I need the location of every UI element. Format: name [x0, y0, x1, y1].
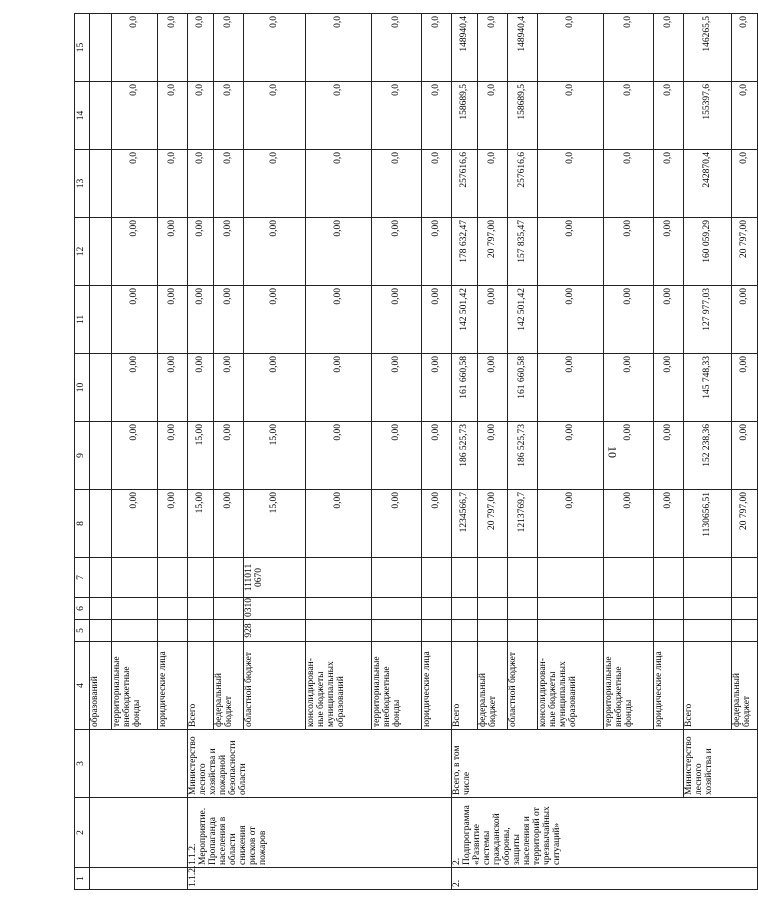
table-row — [684, 14, 732, 890]
value-cell: 0,00 — [604, 422, 654, 490]
value-cell: 0,00 — [214, 490, 244, 558]
cell-col7 — [306, 558, 372, 598]
value-cell: 0,0 — [372, 82, 422, 150]
cell-col5 — [732, 620, 758, 642]
column-number: 3 — [75, 730, 90, 798]
value-cell: 0,0 — [244, 82, 306, 150]
cell-col1: 2. — [452, 868, 758, 890]
value-cell: 0,00 — [538, 218, 604, 286]
value-cell: 0,00 — [604, 490, 654, 558]
cell-col7 — [372, 558, 422, 598]
cell-col6: 0310 — [244, 598, 306, 620]
value-cell: 0,00 — [478, 286, 508, 354]
cell-col2 — [90, 798, 188, 868]
value-cell: 0,0 — [214, 14, 244, 82]
value-cell: 0,0 — [732, 150, 758, 218]
cell-col7: 111011 0670 — [244, 558, 306, 598]
cell-col1 — [90, 868, 188, 890]
value-cell: 0,00 — [112, 490, 158, 558]
cell-col7 — [684, 558, 732, 598]
value-cell: 142 501,42 — [508, 286, 538, 354]
value-cell: 0,00 — [244, 354, 306, 422]
value-cell: 0,0 — [732, 14, 758, 82]
value-cell: 0,00 — [372, 286, 422, 354]
value-cell: 0,00 — [538, 354, 604, 422]
value-cell: 0,0 — [604, 14, 654, 82]
cell-col6 — [684, 598, 732, 620]
cell-col6 — [508, 598, 538, 620]
value-cell: 0,0 — [214, 150, 244, 218]
value-cell: 0,00 — [422, 354, 452, 422]
value-cell: 0,0 — [604, 82, 654, 150]
value-cell: 0,0 — [372, 150, 422, 218]
value-cell: 0,0 — [538, 82, 604, 150]
cell-col5 — [112, 620, 158, 642]
cell-col6 — [112, 598, 158, 620]
value-cell: 1213769,7 — [508, 490, 538, 558]
cell-col5 — [90, 620, 112, 642]
value-cell: 0,00 — [306, 218, 372, 286]
table-row — [188, 14, 214, 890]
cell-col7 — [654, 558, 684, 598]
cell-col4: федеральный бюджет — [732, 642, 758, 730]
value-cell: 0,00 — [244, 218, 306, 286]
value-cell: 0,00 — [732, 422, 758, 490]
value-cell: 160 059,29 — [684, 218, 732, 286]
value-cell: 161 660,58 — [508, 354, 538, 422]
cell-col4: территориальные внебюджетные фонды — [372, 642, 422, 730]
value-cell: 0,00 — [604, 354, 654, 422]
value-cell: 0,0 — [306, 82, 372, 150]
budget-table — [74, 13, 758, 890]
cell-col7 — [422, 558, 452, 598]
cell-col4: консолидирован-ные бюджеты муниципальных образований — [306, 642, 372, 730]
value-cell: 0,00 — [214, 286, 244, 354]
cell-col7 — [732, 558, 758, 598]
value-cell: 0,0 — [306, 150, 372, 218]
cell-col5 — [452, 620, 478, 642]
value-cell: 257616,6 — [452, 150, 478, 218]
value-cell: 0,00 — [478, 422, 508, 490]
cell-col1: 1.1.2. — [188, 868, 452, 890]
value-cell: 0,0 — [654, 82, 684, 150]
value-cell: 0,0 — [158, 150, 188, 218]
cell-col5 — [684, 620, 732, 642]
column-number: 5 — [75, 620, 90, 642]
cell-col3: Всего, в том числе — [452, 730, 684, 798]
value-cell: 20 797,00 — [732, 218, 758, 286]
value-cell: 0,00 — [422, 286, 452, 354]
value-cell: 152 238,36 — [684, 422, 732, 490]
budget-table-sheet — [74, 15, 752, 890]
value-cell: 0,0 — [214, 82, 244, 150]
column-number: 8 — [75, 490, 90, 558]
value-cell: 0,00 — [372, 218, 422, 286]
cell-col4: Всего — [452, 642, 478, 730]
cell-col5 — [654, 620, 684, 642]
cell-col6 — [604, 598, 654, 620]
value-cell: 0,0 — [188, 82, 214, 150]
column-number: 13 — [75, 150, 90, 218]
column-number: 6 — [75, 598, 90, 620]
value-cell — [90, 490, 112, 558]
value-cell: 0,0 — [654, 14, 684, 82]
column-number: 9 — [75, 422, 90, 490]
value-cell: 0,00 — [306, 490, 372, 558]
value-cell: 0,0 — [478, 14, 508, 82]
cell-col7 — [188, 558, 214, 598]
value-cell: 242870,4 — [684, 150, 732, 218]
column-number: 14 — [75, 82, 90, 150]
value-cell — [90, 286, 112, 354]
cell-col4: областной бюджет — [508, 642, 538, 730]
cell-col7 — [112, 558, 158, 598]
value-cell: 0,00 — [158, 490, 188, 558]
value-cell: 0,00 — [188, 218, 214, 286]
value-cell: 0,00 — [654, 286, 684, 354]
value-cell: 0,0 — [244, 150, 306, 218]
table-row — [90, 14, 112, 890]
value-cell: 0,00 — [604, 218, 654, 286]
cell-col7 — [90, 558, 112, 598]
value-cell: 20 797,00 — [732, 490, 758, 558]
value-cell: 146265,5 — [684, 14, 732, 82]
value-cell: 0,0 — [732, 82, 758, 150]
page-number: 10 — [605, 446, 620, 458]
value-cell: 0,00 — [214, 218, 244, 286]
value-cell: 0,00 — [422, 218, 452, 286]
value-cell: 15,00 — [188, 422, 214, 490]
cell-col6 — [188, 598, 214, 620]
value-cell: 0,0 — [422, 14, 452, 82]
value-cell: 158689,5 — [508, 82, 538, 150]
cell-col4: консолидирован-ные бюджеты муниципальных образований — [538, 642, 604, 730]
value-cell — [90, 354, 112, 422]
cell-col4: Всего — [684, 642, 732, 730]
value-cell: 15,00 — [244, 422, 306, 490]
cell-col6 — [372, 598, 422, 620]
value-cell: 0,0 — [422, 82, 452, 150]
cell-col7 — [538, 558, 604, 598]
cell-col6 — [538, 598, 604, 620]
value-cell: 0,0 — [654, 150, 684, 218]
value-cell: 0,0 — [188, 14, 214, 82]
value-cell: 0,00 — [422, 490, 452, 558]
value-cell: 0,0 — [112, 82, 158, 150]
value-cell: 127 977,03 — [684, 286, 732, 354]
cell-col4: юридические лица — [158, 642, 188, 730]
value-cell: 0,0 — [538, 150, 604, 218]
cell-col6 — [90, 598, 112, 620]
value-cell: 0,0 — [538, 14, 604, 82]
value-cell: 0,00 — [654, 490, 684, 558]
value-cell: 0,00 — [158, 218, 188, 286]
value-cell: 0,00 — [478, 354, 508, 422]
value-cell: 0,00 — [306, 354, 372, 422]
cell-col7 — [158, 558, 188, 598]
value-cell: 0,00 — [214, 354, 244, 422]
value-cell: 0,00 — [372, 490, 422, 558]
value-cell: 0,00 — [188, 286, 214, 354]
cell-col6 — [214, 598, 244, 620]
cell-col7 — [604, 558, 654, 598]
cell-col7 — [508, 558, 538, 598]
cell-col6 — [452, 598, 478, 620]
value-cell: 0,0 — [372, 14, 422, 82]
cell-col3: Министерство лесного хозяйства и — [684, 730, 758, 798]
cell-col7 — [478, 558, 508, 598]
value-cell: 0,0 — [478, 150, 508, 218]
rotated-table-area — [74, 15, 752, 890]
value-cell: 0,00 — [654, 218, 684, 286]
cell-col2: 2. Подпрограмма «Развитие системы гражданской обороны, защиты населения и территорий от чрезвычайных ситуаций» — [452, 798, 758, 868]
value-cell: 0,00 — [538, 422, 604, 490]
value-cell: 0,00 — [112, 422, 158, 490]
value-cell — [90, 150, 112, 218]
cell-col4: юридические лица — [654, 642, 684, 730]
column-number: 2 — [75, 798, 90, 868]
column-number: 7 — [75, 558, 90, 598]
value-cell: 1234566,7 — [452, 490, 478, 558]
value-cell — [90, 14, 112, 82]
value-cell: 0,0 — [306, 14, 372, 82]
value-cell: 148940,4 — [452, 14, 478, 82]
value-cell — [90, 422, 112, 490]
value-cell: 0,00 — [654, 422, 684, 490]
value-cell — [90, 82, 112, 150]
value-cell: 0,00 — [158, 354, 188, 422]
cell-col5 — [214, 620, 244, 642]
column-number: 12 — [75, 218, 90, 286]
value-cell: 142 501,42 — [452, 286, 478, 354]
value-cell: 157 835,47 — [508, 218, 538, 286]
cell-col6 — [654, 598, 684, 620]
value-cell: 0,00 — [654, 354, 684, 422]
cell-col7 — [452, 558, 478, 598]
cell-col6 — [158, 598, 188, 620]
value-cell: 178 632,47 — [452, 218, 478, 286]
cell-col5 — [538, 620, 604, 642]
value-cell: 0,00 — [158, 422, 188, 490]
value-cell: 0,0 — [158, 14, 188, 82]
column-number: 4 — [75, 642, 90, 730]
cell-col4: Всего — [188, 642, 214, 730]
cell-col6 — [306, 598, 372, 620]
cell-col4: федеральный бюджет — [478, 642, 508, 730]
value-cell: 145 748,33 — [684, 354, 732, 422]
table-body — [75, 14, 758, 890]
value-cell: 0,0 — [604, 150, 654, 218]
value-cell: 186 525,73 — [452, 422, 478, 490]
value-cell: 186 525,73 — [508, 422, 538, 490]
value-cell: 0,0 — [188, 150, 214, 218]
value-cell: 155397,6 — [684, 82, 732, 150]
value-cell: 15,00 — [188, 490, 214, 558]
value-cell: 0,00 — [112, 286, 158, 354]
cell-col4: областной бюджет — [244, 642, 306, 730]
value-cell: 0,0 — [422, 150, 452, 218]
cell-col5 — [422, 620, 452, 642]
value-cell: 0,00 — [188, 354, 214, 422]
value-cell: 0,00 — [112, 354, 158, 422]
value-cell: 20 797,00 — [478, 218, 508, 286]
cell-col6 — [478, 598, 508, 620]
cell-col5 — [604, 620, 654, 642]
value-cell: 0,0 — [112, 14, 158, 82]
value-cell: 0,00 — [112, 218, 158, 286]
value-cell: 161 660,58 — [452, 354, 478, 422]
column-number: 10 — [75, 354, 90, 422]
value-cell: 0,00 — [422, 422, 452, 490]
value-cell: 0,00 — [604, 286, 654, 354]
cell-col4: территориальные внебюджетные фонды — [112, 642, 158, 730]
value-cell: 0,00 — [214, 422, 244, 490]
cell-col5 — [372, 620, 422, 642]
column-number: 1 — [75, 868, 90, 890]
cell-col4: территориальные внебюджетные фонды — [604, 642, 654, 730]
column-number: 11 — [75, 286, 90, 354]
cell-col2: 1.1.2. Мероприятие. Пропаганда населения в области снижения рисков от пожаров — [188, 798, 452, 868]
value-cell: 0,00 — [372, 354, 422, 422]
value-cell: 148940,4 — [508, 14, 538, 82]
value-cell: 0,00 — [732, 354, 758, 422]
cell-col5 — [508, 620, 538, 642]
cell-col6 — [422, 598, 452, 620]
cell-col5 — [306, 620, 372, 642]
value-cell: 257616,6 — [508, 150, 538, 218]
column-number: 15 — [75, 14, 90, 82]
value-cell: 0,0 — [244, 14, 306, 82]
value-cell: 0,00 — [372, 422, 422, 490]
cell-col5 — [188, 620, 214, 642]
table-row — [452, 14, 478, 890]
cell-col5 — [158, 620, 188, 642]
column-number-row — [75, 14, 90, 890]
value-cell: 158689,5 — [452, 82, 478, 150]
cell-col4: юридические лица — [422, 642, 452, 730]
value-cell: 15,00 — [244, 490, 306, 558]
value-cell: 20 797,00 — [478, 490, 508, 558]
value-cell: 0,00 — [306, 286, 372, 354]
cell-col3 — [90, 730, 188, 798]
value-cell: 0,0 — [158, 82, 188, 150]
value-cell: 0,00 — [538, 490, 604, 558]
cell-col6 — [732, 598, 758, 620]
value-cell: 0,00 — [306, 422, 372, 490]
value-cell — [90, 218, 112, 286]
cell-col4: федеральный бюджет — [214, 642, 244, 730]
value-cell: 0,0 — [478, 82, 508, 150]
value-cell: 0,00 — [732, 286, 758, 354]
value-cell: 0,00 — [158, 286, 188, 354]
value-cell: 1130656,51 — [684, 490, 732, 558]
value-cell: 0,00 — [244, 286, 306, 354]
cell-col5: 928 — [244, 620, 306, 642]
cell-col7 — [214, 558, 244, 598]
cell-col5 — [478, 620, 508, 642]
value-cell: 0,00 — [538, 286, 604, 354]
value-cell: 0,0 — [112, 150, 158, 218]
cell-col3: Министерство лесного хозяйства и пожарной безопасности области — [188, 730, 452, 798]
cell-col4: образований — [90, 642, 112, 730]
